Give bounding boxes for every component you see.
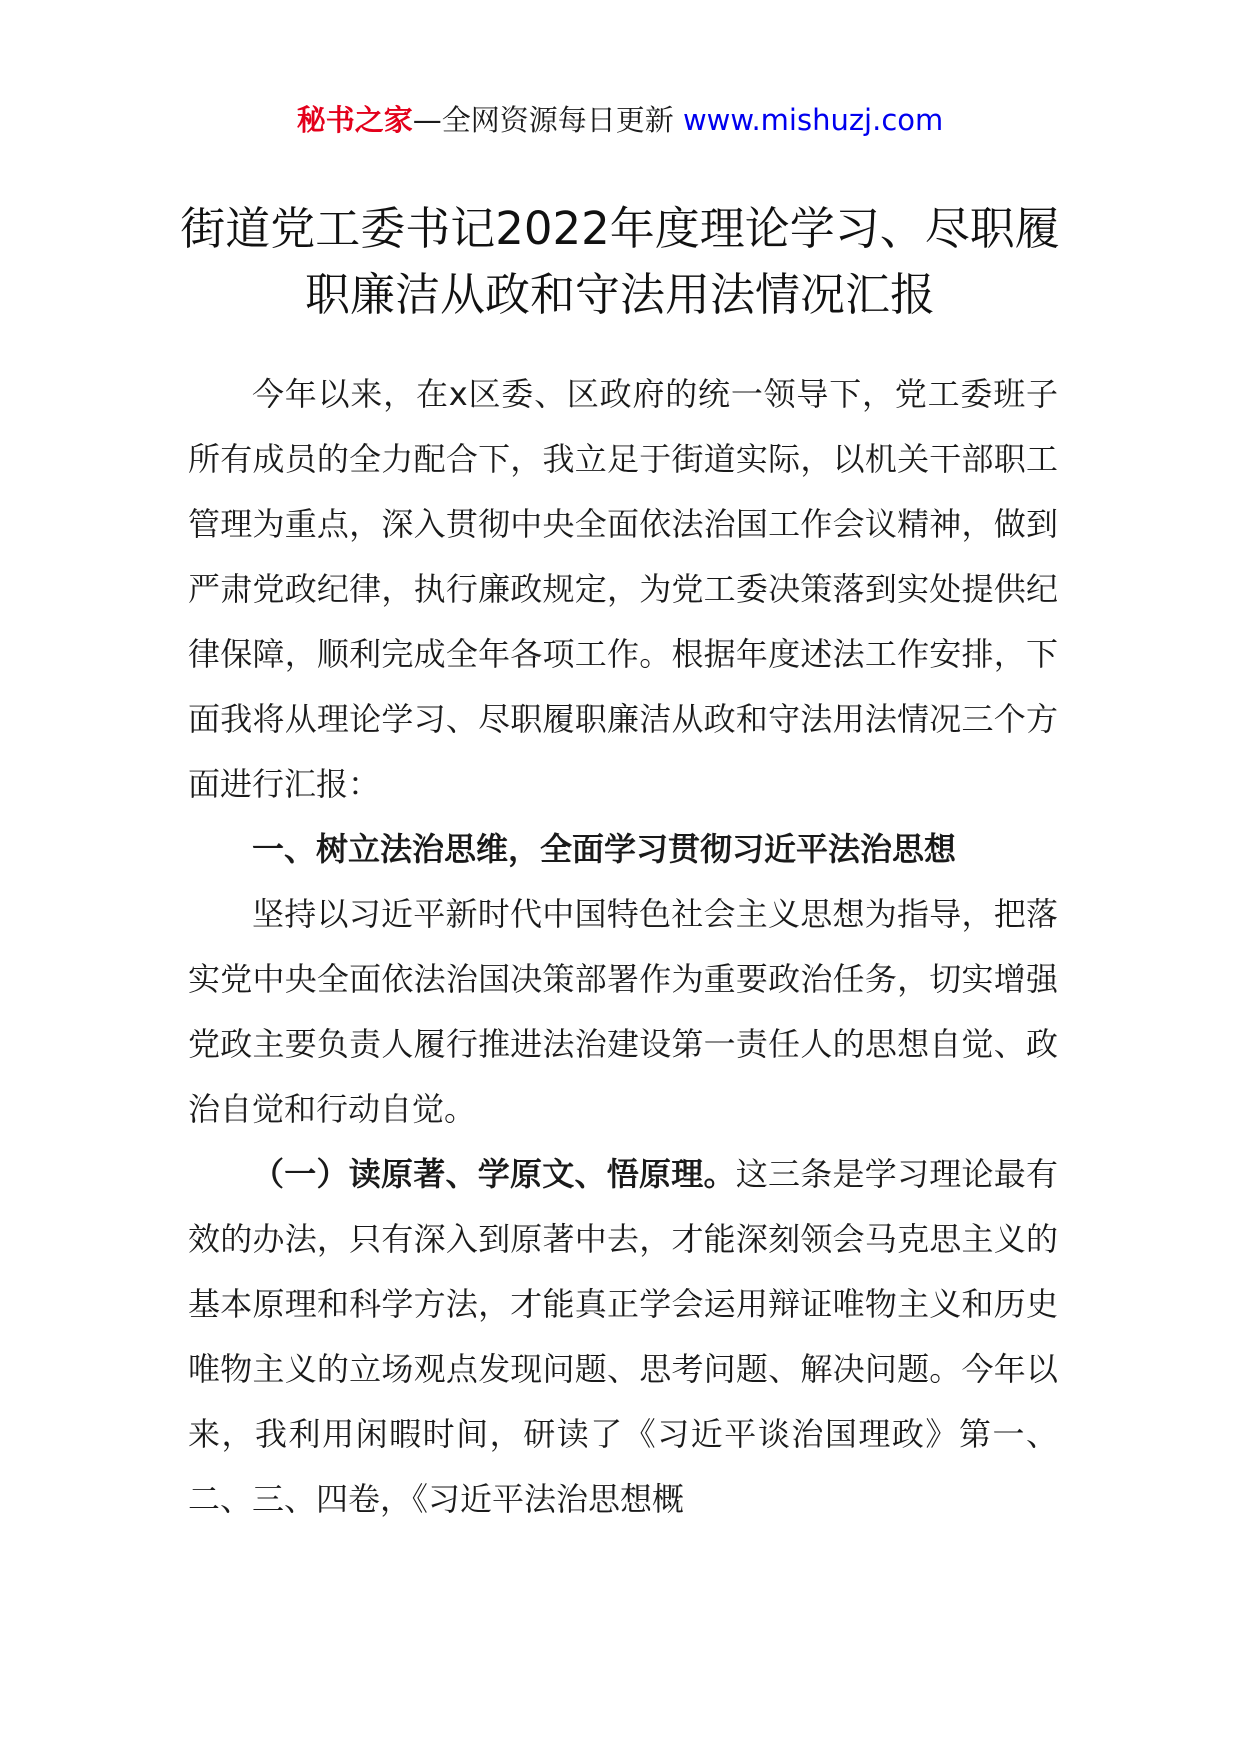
section-1-paragraph: 坚持以习近平新时代中国特色社会主义思想为指导，把落实党中央全面依法治国决策部署作为重要政治任务，切实增强党政主要负责人履行推进法治建设第一责任人的思想自觉、政治自觉和行动自觉。 [188,895,1058,1128]
section-heading-1: 一、树立法治思维，全面学习贯彻习近平法治思想 [252,830,957,868]
document-body [188,362,1058,1532]
subsection-heading-1: （一）读原著、学原文、悟原理。 [252,1155,736,1193]
intro-paragraph: 今年以来，在x区委、区政府的统一领导下，党工委班子所有成员的全力配合下，我立足于街道实际，以机关干部职工管理为重点，深入贯彻中央全面依法治国工作会议精神，做到严肃党政纪律，执行廉政规定，为党工委决策落到实处提供纪律保障，顺利完成全年各项工作。根据年度述法工作安排，下面我将从理论学习、尽职履职廉洁从政和守法用法情况三个方面进行汇报： [188,375,1058,803]
site-tagline: —全网资源每日更新 [412,103,674,137]
site-header [0,100,1240,140]
subsection-paragraph [188,1142,1058,1532]
document-title: 街道党工委书记2022年度理论学习、尽职履职廉洁从政和守法用法情况汇报 [180,202,1060,321]
site-brand: 秘书之家 [296,103,413,137]
subsection-1-text: 这三条是学习理论最有效的办法，只有深入到原著中去，才能深刻领会马克思主义的基本原理和科学方法，才能真正学会运用辩证唯物主义和历史唯物主义的立场观点发现问题、思考问题、解决问题。今年以来，我利用闲暇时间，研读了《习近平谈治国理政》第一、二、三、四卷，《习近平法治思想概 [188,1155,1058,1518]
site-url-link[interactable]: www.mishuzj.com [682,103,944,137]
